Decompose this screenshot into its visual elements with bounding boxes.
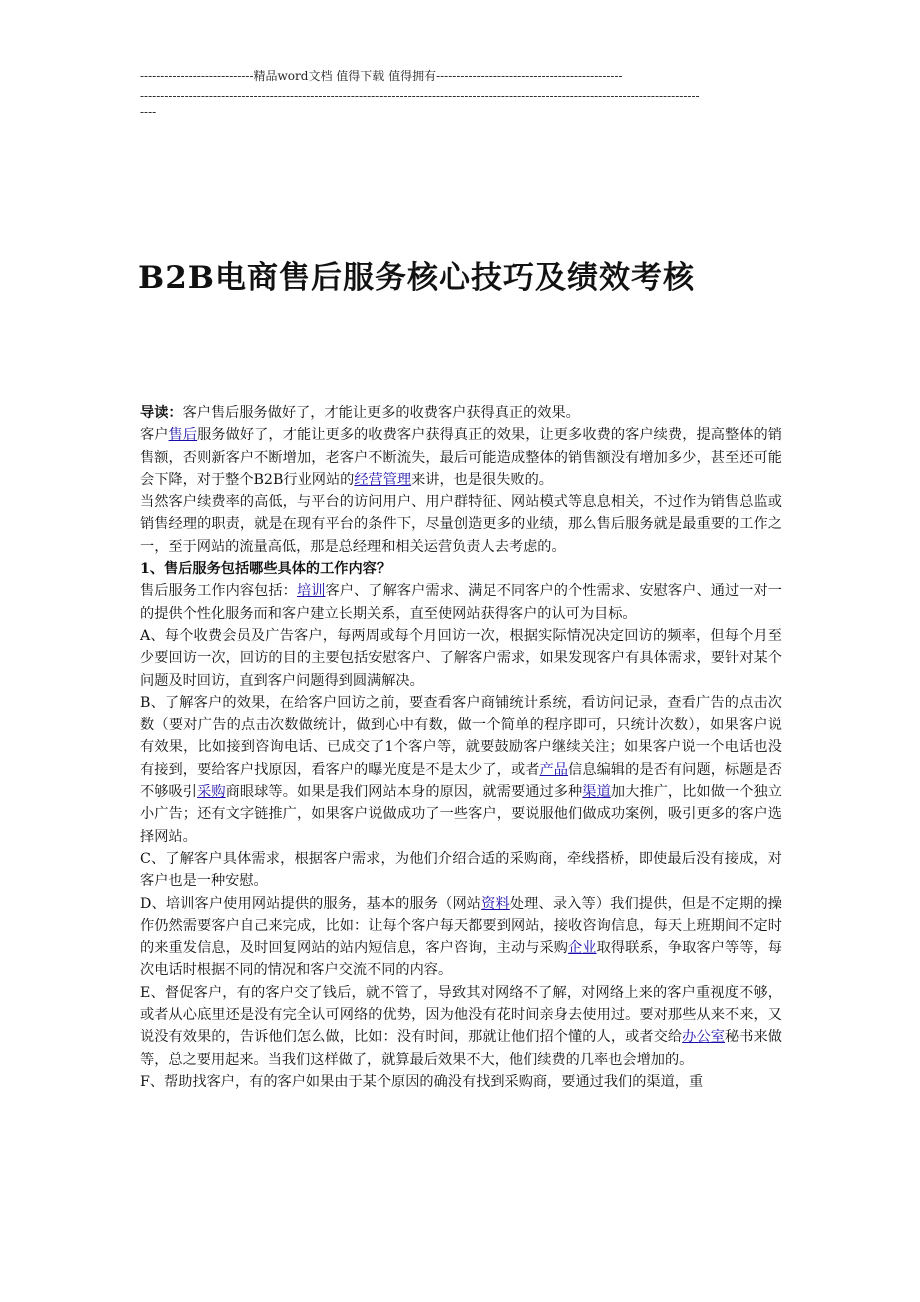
text-span: 加大推广，比如做一个独立小广告；还有文字链推广，如果客户说做成功了一些客户，要说服他们做成功案例，吸引更多的客户选择网站。 — [140, 784, 782, 845]
text-span: 来讲，也是很失败的。 — [411, 471, 553, 488]
text-span: 客户、了解客户需求、满足不同客户的个性需求、安慰客户、通过一对一的提供个性化服务而和客户建立长期关系，直至使网站获得客户的认可为目标。 — [140, 583, 782, 622]
link-bangongshi[interactable]: 办公室 — [682, 1029, 725, 1046]
paragraph-c: C、了解客户具体需求，根据客户需求，为他们介绍合适的采购商，牵线搭桥，即使最后没有接成，对客户也是一种安慰。 — [140, 850, 782, 890]
intro-paragraph — [140, 402, 782, 424]
text-span: 客户 — [140, 427, 169, 444]
paragraph-2: 当然客户续费率的高低，与平台的访问用户、用户群特征、网站模式等息息相关，不过作为销售总监或销售经理的职责，就是在现有平台的条件下，尽量创造更多的业绩，那么售后服务就是最重要的工作之一，至于网站的流量高低，那是总经理和相关运营负责人去考虑的。 — [140, 494, 782, 555]
intro-label: 导读： — [140, 405, 183, 421]
text-span: 秘书来做等，总之要用起来。当我们这样做了，就算最后效果不大，他们续费的几率也会增加的。 — [140, 1029, 782, 1068]
link-qudao[interactable]: 渠道 — [582, 784, 611, 801]
paragraph-f: F、帮助找客户，有的客户如果由于某个原因的确没有找到采购商，要通过我们的渠道，重 — [140, 1073, 704, 1090]
page-title: B2B电商售后服务核心技巧及绩效考核 — [138, 260, 695, 296]
paragraph-3 — [140, 580, 782, 625]
link-chanpin[interactable]: 产品 — [539, 761, 569, 778]
text-span: D、培训客户使用网站提供的服务，基本的服务（网站 — [140, 895, 482, 912]
intro-text: 客户售后服务做好了，才能让更多的收费客户获得真正的效果。 — [182, 405, 580, 421]
text-span: 处理、录入等）我们提供，但是不定期的操作仍然需要客户自己来完成，比如：让每个客户每天都要到网站，接收咨询信息，每天上班期间不定时的来重发信息，及时回复网站的站内短信息，客户咨询，主动与采购 — [140, 895, 782, 957]
paragraph-a: A、每个收费会员及广告客户，每两周或每个月回访一次，根据实际情况决定回访的频率，但每个月至少要回访一次，回访的目的主要包括安慰客户、了解客户需求，如果发现客户有具体需求，要针对某个问题及时回访，直到客户问题得到圆满解决。 — [140, 627, 782, 689]
text-span: 售后服务工作内容包括： — [140, 583, 297, 600]
paragraph-1 — [140, 424, 782, 491]
link-qiye[interactable]: 企业 — [568, 940, 597, 957]
header-line-2: ------------------------------------------------------------------------------------------------------------------------------------------ — [140, 89, 700, 103]
text-span: 取得联系，争取客户等等，每次电话时根据不同的情况和客户交流不同的内容。 — [140, 940, 782, 979]
section-heading-1: 1、售后服务包括哪些具体的工作内容？ — [140, 561, 392, 578]
link-jingying-guanli[interactable]: 经营管理 — [354, 471, 412, 488]
text-span: 商眼球等。如果是我们网站本身的原因，就需要通过多种 — [225, 784, 583, 801]
paragraph-b — [140, 692, 782, 848]
link-shouhou[interactable]: 售后 — [168, 427, 198, 444]
header-line-3: ---- — [140, 105, 157, 119]
text-span: E、督促客户，有的客户交了钱后，就不管了，导致其对网络不了解，对网络上来的客户重视度不够，或者从心底里还是没有完全认可网络的优势，因为他没有花时间亲身去使用过。要对那些从来不来，又说没有效果的，告诉他们怎么做，比如：没有时间，那就让他们招个懂的人，或者交给 — [140, 984, 782, 1046]
text-span: 服务做好了，才能让更多的收费客户获得真正的效果，让更多收费的客户续费，提高整体的销售额，否则新客户不断增加，老客户不断流失，最后可能造成整体的销售额没有增加多少，甚至还可能会下降，对于整个B2B行业网站的 — [140, 427, 782, 488]
paragraph-e — [140, 982, 782, 1071]
header-line-1: ----------------------------精品word文档 值得下载 值得拥有---------------------------------------------- — [140, 69, 623, 83]
link-caigou[interactable]: 采购 — [197, 784, 226, 801]
paragraph-d — [140, 893, 782, 982]
text-span: 信息编辑的是否有问题，标题是否不够吸引 — [140, 761, 782, 801]
link-ziliao[interactable]: 资料 — [481, 895, 510, 912]
article-body — [140, 402, 782, 1093]
text-span: B、了解客户的效果，在给客户回访之前，要查看客户商铺统计系统，看访问记录，查看广告的点击次数（要对广告的点击次数做统计，做到心中有数，做一个简单的程序即可，只统计次数），如果客户说有效果，比如接到咨询电话、已成交了1个客户等，就要鼓励客户继续关注；如果客户说一个电话也没有接到，要给客户找原因，看客户的曝光度是不是太少了，或者 — [140, 694, 782, 778]
link-peixun[interactable]: 培训 — [296, 583, 326, 600]
